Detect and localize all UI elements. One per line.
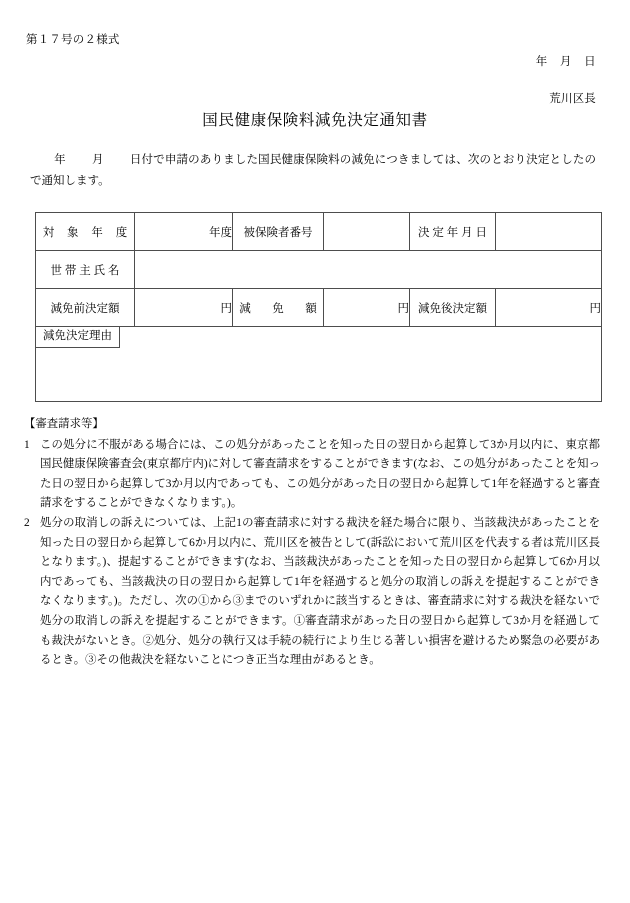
reason-wrapper xyxy=(36,327,601,401)
table-row-reason xyxy=(36,327,602,402)
appeal-notice-item-2 xyxy=(24,514,600,671)
issue-date-line xyxy=(536,53,596,69)
label-decision-date: 決 定 年 月 日 xyxy=(410,213,496,251)
value-amount-before-reduction[interactable]: 円 xyxy=(135,289,233,327)
value-amount-after-reduction[interactable]: 円 xyxy=(496,289,602,327)
appeal-notice-item-1 xyxy=(24,436,600,514)
appeal-item-1-number: 1 xyxy=(24,438,30,451)
appeal-item-2-text: 処分の取消しの訴えについては、上記1の審査請求に対する裁決を経た場合に限り、当該裁決があったことを知った日の翌日から起算して6か月以内に、荒川区を被告として(訴訟において荒川区を代表する者は荒川区長となります。)、提起することができます(なお、当該裁決があったことを知った日の翌日から起算して6か月以内であっても、当該裁決の日の翌日から起算して1年を経過すると処分の取消しの訴えを提起することができなくなります。)。ただし、次の①から③までのいずれかに該当するときは、審査請求に対する裁決を経ないで処分の取消しの訴えを提起することができます。①審査請求があった日の翌日から起算して3か月を経過しても裁決がないとき。②処分、処分の執行又は手続の続行により生じる著しい損害を避けるため緊急の必要があるとき。③その他裁決を経ないことにつき正当な理由があるとき。 xyxy=(40,517,600,667)
page-title: 国民健康保険料減免決定通知書 xyxy=(202,112,428,129)
intro-year-label: 年 xyxy=(54,154,66,166)
value-insured-number[interactable] xyxy=(324,213,410,251)
date-month-label: 月 xyxy=(559,56,572,68)
table-row-householder-name xyxy=(36,251,602,289)
intro-paragraph xyxy=(30,150,596,193)
decision-table xyxy=(35,212,602,402)
table-row-target-year xyxy=(36,213,602,251)
label-amount-after-reduction: 減免後決定額 xyxy=(410,289,496,327)
label-target-year: 対 象 年 度 xyxy=(36,213,135,251)
appeal-item-2-number: 2 xyxy=(24,517,30,530)
label-reduction-reason: 減免決定理由 xyxy=(36,327,120,348)
label-reduction-amount: 減 免 額 xyxy=(233,289,324,327)
appeal-notice-section xyxy=(24,415,600,671)
reason-cell[interactable] xyxy=(36,327,602,402)
label-amount-before-reduction: 減免前決定額 xyxy=(36,289,135,327)
appeal-notice-heading: 【審査請求等】 xyxy=(24,418,104,430)
table-row-amounts xyxy=(36,289,602,327)
value-reduction-amount[interactable]: 円 xyxy=(324,289,410,327)
form-number: 第１７号の２様式 xyxy=(26,34,120,46)
label-insured-number: 被保険者番号 xyxy=(233,213,324,251)
label-householder-name: 世 帯 主 氏 名 xyxy=(36,251,135,289)
intro-month-label: 月 xyxy=(91,154,104,166)
date-year-label: 年 xyxy=(535,56,548,68)
value-householder-name[interactable] xyxy=(135,251,602,289)
intro-text: 日付で申請のありました国民健康保険料の減免につきましては、次のとおり決定としたので通知します。 xyxy=(30,154,597,188)
date-day-label: 日 xyxy=(584,56,596,68)
value-decision-date[interactable] xyxy=(496,213,602,251)
value-target-year[interactable]: 年度 xyxy=(135,213,233,251)
appeal-item-1-text: この処分に不服がある場合には、この処分があったことを知った日の翌日から起算して3か月以内に、東京都国民健康保険審査会(東京都庁内)に対して審査請求をすることができます(なお、この処分があったことを知った日の翌日から起算して3か月以内であっても、この処分があった日の翌日から起算して1年を経過すると審査請求をすることができなくなります。)。 xyxy=(40,438,600,510)
issuer-name: 荒川区長 xyxy=(549,93,596,105)
